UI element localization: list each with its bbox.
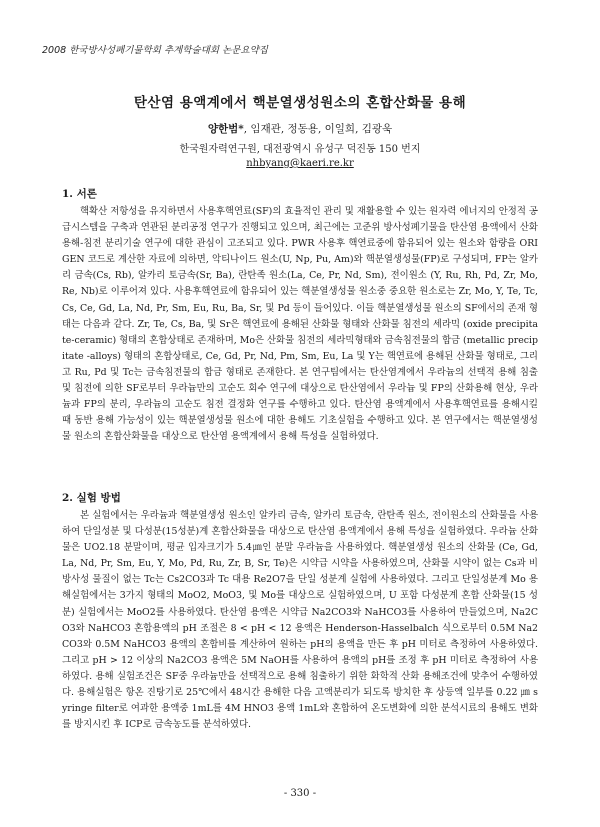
section-body-methods: 본 실험에서는 우라늄과 핵분열생성 원소인 알카리 금속, 알카리 토금속, 란탄족 원소, 전이원소의 산화물을 사용하여 단일성분 및 다성분(15성분)계 혼합산화물을 대상으로 탄산염 용액계에서 용해 특성을 실험하였다. 우라늄 산화물은 UO2.18 분말이며, 평균 입자크기가 5.4㎛인 분말 우라늄을 사용하였다. 핵분열생성 원소의 산화물 (Ce, Gd, La, Nd, Pr, Sm, Eu, Y, Mo, Pd, Ru, Zr, B, Sr, Te)은 시약급 시약을 사용하였으며, 산화물 시약이 없는 Cs과 비방사성 물질이 없는 Tc는 Cs2CO3과 Tc 대용 Re2O7을 단일 성분계 실험에 사용하였다. 그리고 단일성분계 Mo 용해실험에서는 3가지 형태의 MoO2, MoO3, 및 Mo를 대상으로 실험하였으며, U 포함 다성분계 혼합 산화물(15 성분) 실험에서는 MoO2를 사용하였다. 탄산염 용액은 시약급 Na2CO3와 NaHCO3를 사용하여 만들었으며, Na2CO3와 NaHCO3 혼합용액의 pH 조절은 8 < pH < 12 용액은 Henderson-Hasselbalch 식으로부터 0.5M Na2CO3와 0.5M NaHCO3 용액의 혼합비를 계산하여 원하는 pH의 용액을 만든 후 pH 미터로 측정하여 사용하였다. 그리고 pH > 12 이상의 Na2CO3 용액은 5M NaOH를 사용하여 용액의 pH를 조정 후 pH 미터로 측정하여 사용하였다. 용해 실험조건은 SF중 우라늄만을 선택적으로 용해 침출하기 위한 화학적 산화 용해조건에 맞추어 수행하였다. 용해실험은 항온 진탕기로 25℃에서 48시간 용해한 다음 고액분리가 되도록 방치한 후 상등액 일부를 0.22 ㎛ syringe filter로 여과한 용액중 1mL를 4M HNO3 용액 1mL와 혼합하여 온도변화에 의한 분석시료의 용해도 변화를 방지시킨 후 ICP로 금속농도를 분석하였다. (62, 510, 538, 731)
page-number: - 330 - (283, 788, 317, 799)
co-authors: , 임재관, 정동용, 이일희, 김광욱 (243, 123, 393, 135)
affiliation: 한국원자력연구원, 대전광역시 유성구 덕진동 150 번지 (179, 144, 421, 155)
author-line (0, 121, 600, 136)
lead-author: 양한범* (207, 123, 244, 135)
section-body-introduction: 핵확산 저항성을 유지하면서 사용후핵연료(SF)의 효율적인 관리 및 재활용할 수 있는 원자력 에너지의 안정적 공급시스템을 구축과 연관된 분리공정 연구가 진행되고 있으며, 최근에는 고준위 방사성폐기물을 탄산염 용액에서 산화용해-침전 분리기술 연구에 대한 관심이 고조되고 있다. PWR 사용후 핵연료중에 함유되어 있는 원소와 함량을 ORIGEN 코드로 계산한 자료에 의하면, 악티나이드 원소(U, Np, Pu, Am)와 핵분열생성물(FP)로 구성되며, FP는 알카리 금속(Cs, Rb), 알카리 토금속(Sr, Ba), 란탄족 원소(La, Ce, Pr, Nd, Sm), 전이원소 (Y, Ru, Rh, Pd, Zr, Mo, Re, Nb)로 이루어져 있다. 사용후핵연료에 함유되어 있는 핵분열생성물 원소중 중요한 원소로는 Zr, Mo, Y, Te, Tc, Cs, Ce, Gd, La, Nd, Pr, Sm, Eu, Ru, Ba, Sr, 및 Pd 등이 들어있다. 이들 핵분열생성물 원소의 SF에서의 존재 형태는 다음과 같다. Zr, Te, Cs, Ba, 및 Sr은 핵연료에 용해된 산화물 형태와 산화물 침전의 세라믹 (oxide precipitate-ceramic) 형태의 혼합상태로 존재하며, Mo은 산화물 침전의 세라믹형태와 금속침전물의 합금 (metallic precipitate -alloys) 형태의 혼합상태로, Ce, Gd, Pr, Nd, Pm, Sm, Eu, La 및 Y는 핵연료에 용해된 산화물 형태로, 그리고 Ru, Pd 및 Tc는 금속침전물의 합금 형태로 존재한다. 본 연구팀에서는 탄산염계에서 우라늄의 선택적 용해 침출 및 침전에 의한 SF로부터 우라늄만의 고순도 회수 연구에 대상으로 탄산염에서 우라늄 및 FP의 산화용해 현상, 우라늄과 FP의 분리, 우라늄의 고순도 침전 결정화 연구를 수행하고 있다. 탄산염 용액계에서 사용후핵연료를 용해시킬 때 동반 용해 가능성이 있는 핵분열생성물 원소에 대한 용해도 기초실험을 수행하고 있다. 본 연구에서는 핵분열생성물 원소의 혼합산화물을 대상으로 탄산염 용액계에서 용해 특성을 실험하였다. (62, 206, 538, 443)
paper-title: 탄산염 용액계에서 핵분열생성원소의 혼합산화물 용해 (133, 95, 467, 111)
section-heading-introduction: 1. 서론 (62, 188, 97, 200)
running-head: 2008 한국방사성폐기물학회 추계학술대회 논문요약집 (42, 45, 268, 56)
email-link[interactable]: nhbyang@kaeri.re.kr (246, 158, 354, 169)
section-heading-methods: 2. 실험 방법 (62, 492, 121, 504)
